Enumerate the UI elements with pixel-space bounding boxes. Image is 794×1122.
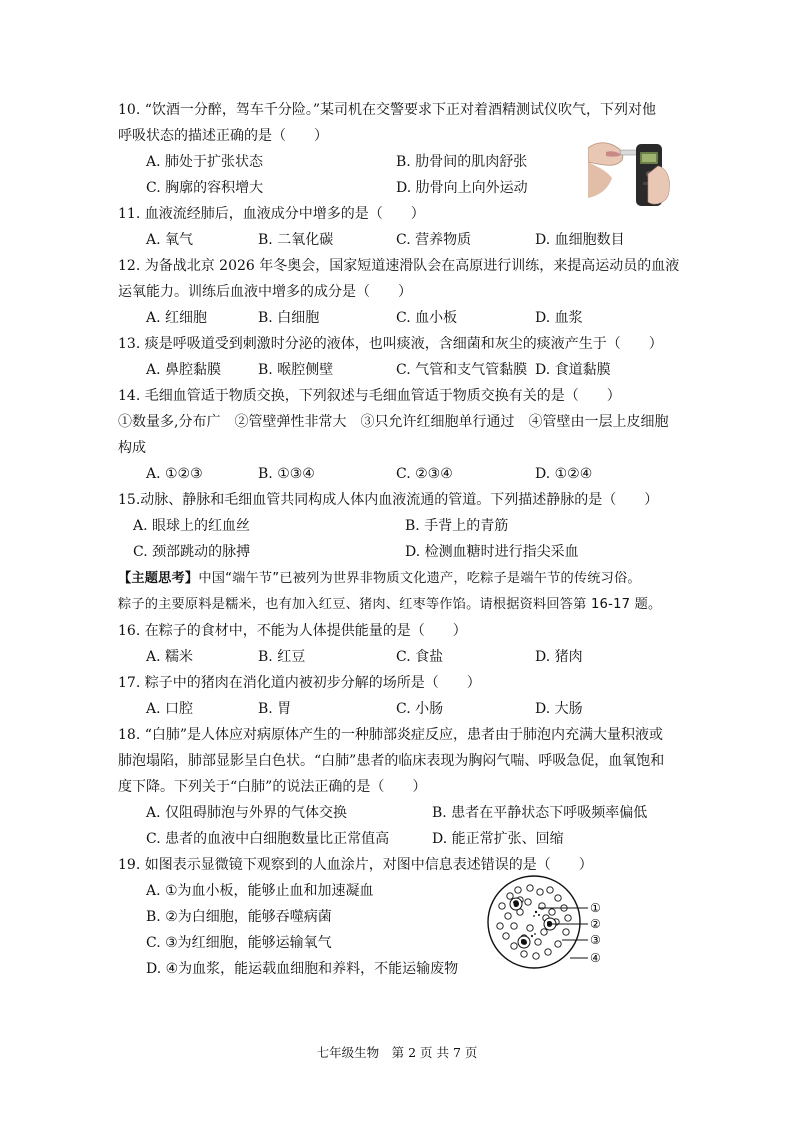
q10-stem-line1: 10. “饮酒一分醉，驾车千分险。”某司机在交警要求下正对着酒精测试仪吹气，下列对他: [118, 102, 657, 118]
q14-option-d: D. ①②④: [535, 466, 593, 482]
q18-option-b: B. 患者在平静状态下呼吸频率偏低: [432, 805, 648, 821]
q16-stem: 16. 在粽子的食材中，不能为人体提供能量的是（ ）: [118, 623, 467, 639]
q14-stem-line1: 14. 毛细血管适于物质交换，下列叙述与毛细血管适于物质交换有关的是（ ）: [118, 388, 621, 404]
q18-option-c: C. 患者的血液中白细胞数量比正常值高: [146, 831, 390, 847]
q16-option-b: B. 红豆: [258, 649, 306, 665]
q15-option-d: D. 检测血糖时进行指尖采血: [405, 544, 579, 560]
q10-option-c: C. 胸廓的容积增大: [146, 180, 264, 196]
q16-option-d: D. 猪肉: [535, 649, 583, 665]
microscope-field-circle: [488, 876, 580, 968]
q10-option-a: A. 肺处于扩张状态: [146, 154, 264, 170]
label-4: ④: [590, 951, 601, 965]
label-1: ①: [590, 901, 601, 915]
q17-option-d: D. 大肠: [535, 701, 583, 717]
q15-stem: 15.动脉、静脉和毛细血管共同构成人体内血液流通的管道。下列描述静脉的是（ ）: [118, 492, 659, 508]
breathalyzer-illustration: [588, 126, 674, 210]
q15-option-b: B. 手背上的青筋: [405, 518, 509, 534]
label-3: ③: [590, 933, 601, 947]
q19-option-a: A. ①为血小板，能够止血和加速凝血: [146, 883, 374, 899]
q18-option-d: D. 能正常扩张、回缩: [432, 831, 564, 847]
q17-option-a: A. 口腔: [146, 701, 194, 717]
q19-option-c: C. ③为红细胞，能够运输氧气: [146, 935, 332, 951]
q15-option-a: A. 眼球上的红血丝: [133, 518, 251, 534]
q12-stem-line2: 运氧能力。训练后血液中增多的成分是（ ）: [118, 284, 412, 300]
q19-stem: 19. 如图表示显微镜下观察到的人血涂片，对图中信息表述错误的是（ ）: [118, 857, 593, 873]
q19-option-d: D. ④为血浆，能运载血细胞和养料，不能运输废物: [146, 961, 459, 977]
q19-option-b: B. ②为白细胞，能够吞噬病菌: [146, 909, 332, 925]
q11-option-c: C. 营养物质: [396, 232, 472, 248]
q17-option-c: C. 小肠: [396, 701, 444, 717]
theme-text-1: 中国“端午节”已被列为世界非物质文化遗产，吃粽子是端午节的传统习俗。: [198, 571, 641, 586]
q14-option-b: B. ①③④: [258, 466, 315, 482]
q13-stem: 13. 痰是呼吸道受到刺激时分泌的液体，也叫痰液，含细菌和灰尘的痰液产生于（ ）: [118, 336, 663, 352]
q11-option-b: B. 二氧化碳: [258, 232, 334, 248]
q13-option-c: C. 气管和支气管黏膜: [396, 362, 528, 378]
q17-option-b: B. 胃: [258, 701, 292, 717]
theme-passage-line2: 粽子的主要原料是糯米，也有加入红豆、猪肉、红枣等作馅。请根据资料回答第 16-17 题。: [118, 597, 662, 612]
q14-stem-line3: 构成: [118, 440, 146, 456]
q13-option-b: B. 喉腔侧壁: [258, 362, 334, 378]
q11-option-d: D. 血细胞数目: [535, 232, 625, 248]
q15-option-c: C. 颈部跳动的脉搏: [133, 544, 251, 560]
q11-option-a: A. 氧气: [146, 232, 194, 248]
q13-option-a: A. 鼻腔黏膜: [146, 362, 222, 378]
q10-stem-line2: 呼吸状态的描述正确的是（ ）: [118, 128, 328, 144]
theme-passage-line1: [118, 570, 641, 588]
q18-stem-line2: 肺泡塌陷，肺部显影呈白色状。“白肺”患者的临床表现为胸闷气喘、呼吸急促，血氧饱和: [118, 753, 665, 769]
q16-option-a: A. 糯米: [146, 649, 194, 665]
q10-option-d: D. 肋骨向上向外运动: [396, 180, 528, 196]
q12-option-c: C. 血小板: [396, 310, 458, 326]
q12-option-a: A. 红细胞: [146, 310, 208, 326]
q14-stem-line2: ①数量多,分布广 ②管壁弹性非常大 ③只允许红细胞单行通过 ④管壁由一层上皮细胞: [118, 414, 669, 430]
q16-option-c: C. 食盐: [396, 649, 444, 665]
q14-option-a: A. ①②③: [146, 466, 203, 482]
q12-option-d: D. 血浆: [535, 310, 583, 326]
q18-option-a: A. 仅阻碍肺泡与外界的气体交换: [146, 805, 348, 821]
q17-stem: 17. 粽子中的猪肉在消化道内被初步分解的场所是（ ）: [118, 675, 481, 691]
q14-option-c: C. ②③④: [396, 466, 453, 482]
q18-stem-line1: 18. “白肺”是人体应对病原体产生的一种肺部炎症反应，患者由于肺泡内充满大量积液或: [118, 727, 664, 743]
q11-stem: 11. 血液流经肺后，血液成分中增多的是（ ）: [118, 206, 425, 222]
q10-option-b: B. 肋骨间的肌肉舒张: [396, 154, 528, 170]
blood-smear-diagram: [484, 872, 614, 976]
q18-stem-line3: 度下降。下列关于“白肺”的说法正确的是（ ）: [118, 779, 427, 795]
label-2: ②: [590, 917, 601, 931]
q13-option-d: D. 食道黏膜: [535, 362, 611, 378]
theme-tag: 【主题思考】: [118, 571, 199, 586]
page-footer: 七年级生物 第 2 页 共 7 页: [316, 1045, 478, 1060]
q12-option-b: B. 白细胞: [258, 310, 320, 326]
q12-stem-line1: 12. 为备战北京 2026 年冬奥会，国家短道速滑队会在高原进行训练，来提高运动员的血液: [118, 258, 680, 274]
